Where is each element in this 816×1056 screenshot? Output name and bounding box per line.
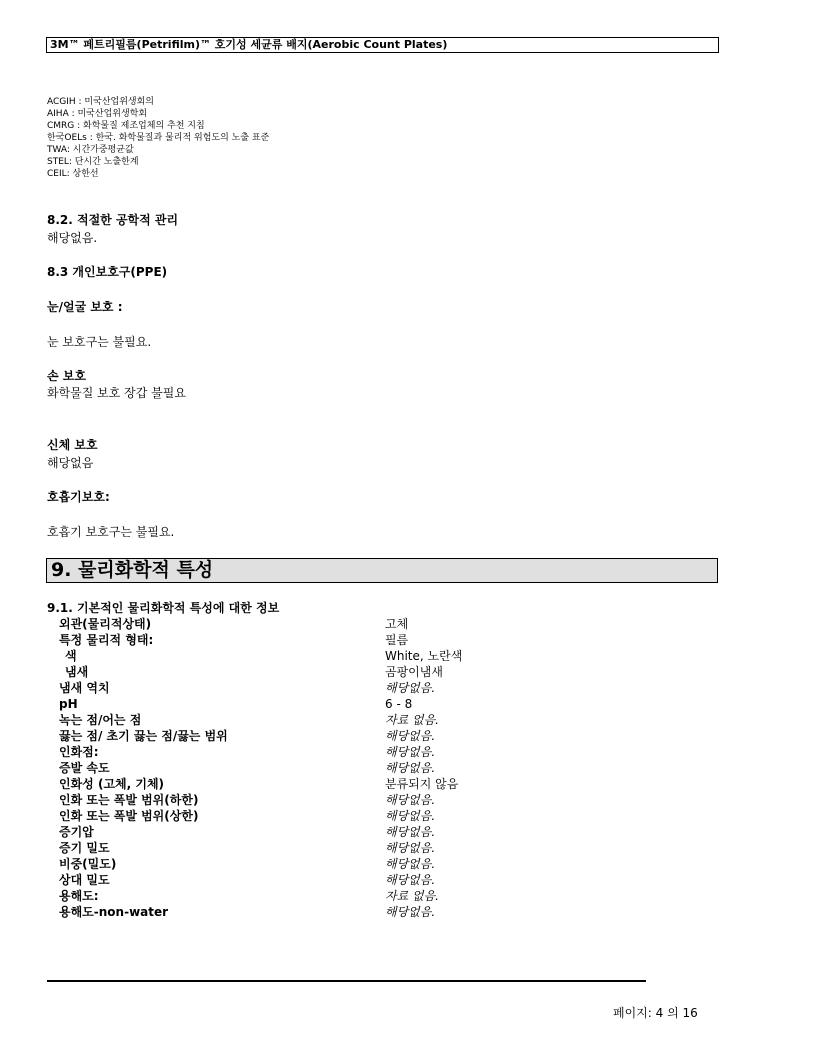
property-row — [47, 824, 707, 840]
property-row — [47, 632, 707, 648]
property-row — [47, 648, 707, 664]
respiratory-protection-text: 호흡기 보호구는 불필요. — [47, 525, 175, 539]
property-row — [47, 760, 707, 776]
eye-protection-text: 눈 보호구는 불필요. — [47, 335, 152, 349]
property-label: pH — [59, 697, 78, 711]
property-row — [47, 808, 707, 824]
property-value: 6 - 8 — [385, 697, 413, 711]
property-row — [47, 792, 707, 808]
property-value: 고체 — [385, 617, 409, 631]
abbreviation-item: STEL: 단시간 노출한계 — [47, 157, 139, 167]
property-label: 증기 밀도 — [59, 841, 110, 855]
property-value: White, 노란색 — [385, 649, 463, 663]
property-value: 해당없음. — [385, 809, 436, 823]
property-row — [47, 856, 707, 872]
section-9-title: 9. 물리화학적 특성 — [51, 559, 214, 581]
property-value: 해당없음. — [385, 841, 436, 855]
property-label: 용해도: — [59, 889, 99, 903]
ppe-heading: 8.3 개인보호구(PPE) — [47, 265, 168, 279]
property-value: 해당없음. — [385, 905, 436, 919]
property-value: 자료 없음. — [385, 889, 439, 903]
property-row — [47, 680, 707, 696]
property-row — [47, 840, 707, 856]
property-label: 비중(밀도) — [59, 857, 117, 871]
body-protection-heading: 신체 보호 — [47, 438, 98, 452]
property-label: 색 — [65, 649, 77, 663]
document-title: 3M™ 페트리필름(Petrifilm)™ 호기성 세균류 배지(Aerobic Count Plates) — [50, 38, 448, 51]
body-protection-text: 해당없음 — [47, 456, 94, 470]
abbreviation-item: CEIL: 상한선 — [47, 169, 99, 179]
property-value: 해당없음. — [385, 681, 436, 695]
property-value: 해당없음. — [385, 793, 436, 807]
property-row — [47, 712, 707, 728]
property-label: 냄새 역치 — [59, 681, 110, 695]
abbreviation-item: AIHA : 미국산업위생학회 — [47, 109, 148, 119]
property-label: 상대 밀도 — [59, 873, 110, 887]
property-row — [47, 696, 707, 712]
footer-divider — [47, 980, 646, 982]
abbreviation-list — [47, 96, 269, 180]
section-9-header — [46, 558, 718, 583]
abbreviation-item: ACGIH : 미국산업위생회의 — [47, 97, 154, 107]
document-header — [46, 37, 719, 53]
property-label: 인화성 (고체, 기체) — [59, 777, 165, 791]
property-value: 해당없음. — [385, 729, 436, 743]
property-row — [47, 744, 707, 760]
property-value: 해당없음. — [385, 825, 436, 839]
property-value: 자료 없음. — [385, 713, 439, 727]
property-label: 녹는 점/어는 점 — [59, 713, 142, 727]
property-label: 인화 또는 폭발 범위(하한) — [59, 793, 199, 807]
abbreviation-item: TWA: 시간가중평균값 — [47, 145, 134, 155]
property-label: 증기압 — [59, 825, 94, 839]
properties-subheading: 9.1. 기본적인 물리화학적 특성에 대한 정보 — [47, 601, 280, 615]
property-label: 외관(물리적상태) — [59, 617, 152, 631]
property-row — [47, 872, 707, 888]
hand-protection-text: 화학물질 보호 장갑 불필요 — [47, 386, 186, 400]
property-label: 냄새 — [65, 665, 89, 679]
property-label: 끓는 점/ 초기 끓는 점/끓는 범위 — [59, 729, 228, 743]
property-label: 용해도-non-water — [59, 905, 169, 919]
property-value: 해당없음. — [385, 745, 436, 759]
respiratory-protection-heading: 호흡기보호: — [47, 490, 110, 504]
property-value: 해당없음. — [385, 873, 436, 887]
abbreviation-item: CMRG : 화학물질 제조업체의 추천 지침 — [47, 121, 205, 131]
property-label: 인화 또는 폭발 범위(상한) — [59, 809, 199, 823]
property-value: 곰팡이냄새 — [385, 665, 443, 679]
abbreviation-item: 한국OELs : 한국. 화학물질과 물리적 위험도의 노출 표준 — [47, 133, 270, 143]
physical-properties — [47, 600, 707, 920]
eye-protection-heading: 눈/얼굴 보호 : — [47, 300, 123, 314]
hand-protection-heading: 손 보호 — [47, 369, 86, 383]
property-value: 해당없음. — [385, 761, 436, 775]
property-label: 특정 물리적 형태: — [59, 633, 154, 647]
property-row — [47, 776, 707, 792]
property-row — [47, 664, 707, 680]
page-number: 페이지: 4 의 16 — [613, 1006, 698, 1020]
property-value: 해당없음. — [385, 857, 436, 871]
property-label: 증발 속도 — [59, 761, 110, 775]
property-value: 필름 — [385, 633, 409, 647]
property-row — [47, 888, 707, 904]
property-value: 분류되지 않음 — [385, 777, 459, 791]
engineering-controls-text: 해당없음. — [47, 231, 98, 245]
engineering-controls-heading: 8.2. 적절한 공학적 관리 — [47, 213, 179, 227]
property-label: 인화점: — [59, 745, 99, 759]
property-row — [47, 728, 707, 744]
property-row — [47, 904, 707, 920]
property-row — [47, 616, 707, 632]
